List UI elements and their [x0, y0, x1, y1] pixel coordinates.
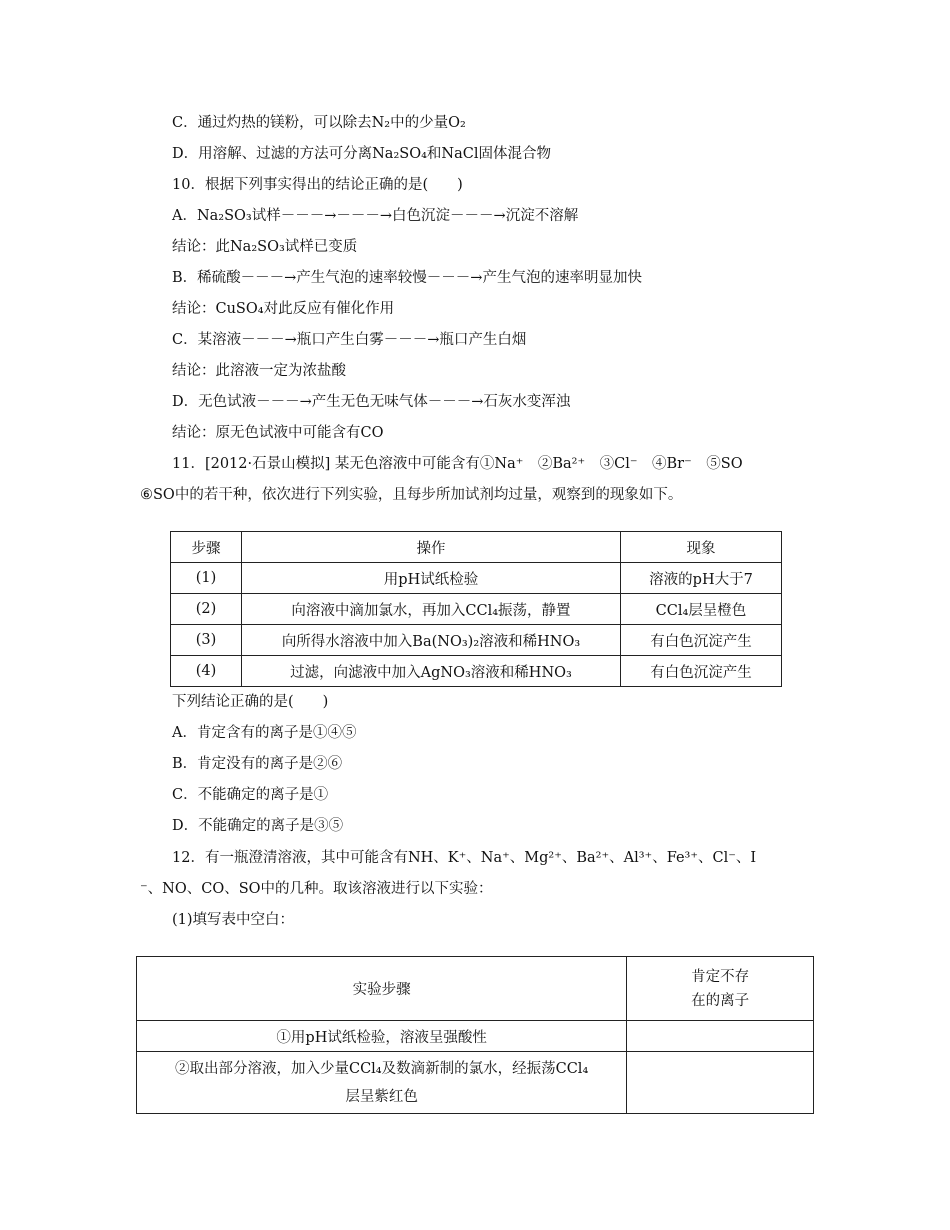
table-cell: 有白色沉淀产生 — [621, 656, 782, 687]
question-11-prompt: 下列结论正确的是( ) — [172, 694, 329, 710]
answer-blank-cell[interactable] — [627, 1021, 814, 1052]
table-cell: (2) — [171, 594, 242, 625]
table-cell: (1) — [171, 563, 242, 594]
table-header-step: 实验步骤 — [137, 957, 627, 1021]
conclusion-a-q10: 结论：此Na₂SO₃试样已变质 — [172, 239, 358, 255]
table-cell: (3) — [171, 625, 242, 656]
option-b-q11: B．肯定没有的离子是②⑥ — [172, 756, 343, 772]
question-11-stem-cont: ⑥SO中的若干种，依次进行下列实验，且每步所加试剂均过量，观察到的现象如下。 — [140, 487, 683, 503]
table-header-operation: 操作 — [242, 532, 621, 563]
experiment-table-q11 — [170, 531, 782, 687]
header-line: 在的离子 — [691, 992, 750, 1009]
question-12-stem-cont: ⁻、NO、CO、SO中的几种。取该溶液进行以下实验： — [140, 881, 493, 897]
table-row — [137, 1052, 814, 1114]
question-12-part1: (1)填写表中空白： — [172, 912, 295, 928]
table-cell: 向所得水溶液中加入Ba(NO₃)₂溶液和稀HNO₃ — [242, 625, 621, 656]
conclusion-c-q10: 结论：此溶液一定为浓盐酸 — [172, 363, 346, 379]
question-12-stem: 12．有一瓶澄清溶液，其中可能含有NH、K⁺、Na⁺、Mg²⁺、Ba²⁺、Al³⁺、Fe³⁺、Cl⁻、I — [172, 850, 757, 866]
table-cell: 过滤，向滤液中加入AgNO₃溶液和稀HNO₃ — [242, 656, 621, 687]
option-d-q11: D．不能确定的离子是③⑤ — [172, 818, 344, 834]
option-d-q10: D．无色试液－－－→产生无色无味气体－－－→石灰水变浑浊 — [172, 394, 571, 410]
option-a-q11: A．肯定含有的离子是①④⑤ — [172, 725, 357, 741]
experiment-table-q12 — [136, 956, 814, 1114]
option-c-q9: C．通过灼热的镁粉，可以除去N₂中的少量O₂ — [172, 115, 466, 131]
table-cell: CCl₄层呈橙色 — [621, 594, 782, 625]
option-a-q10: A．Na₂SO₃试样－－－→－－－→白色沉淀－－－→沉淀不溶解 — [172, 208, 579, 224]
cell-line: 层呈紫红色 — [345, 1088, 418, 1105]
table-cell: ①用pH试纸检验，溶液呈强酸性 — [137, 1021, 627, 1052]
table-cell: 用pH试纸检验 — [242, 563, 621, 594]
table-row — [171, 594, 782, 625]
table-row — [137, 1021, 814, 1052]
table-row — [171, 625, 782, 656]
table-header-absent-ions — [627, 957, 814, 1021]
table-row — [171, 656, 782, 687]
table-cell — [137, 1052, 627, 1114]
question-10-stem: 10．根据下列事实得出的结论正确的是( ) — [172, 177, 463, 193]
table-cell: 有白色沉淀产生 — [621, 625, 782, 656]
option-c-q11: C．不能确定的离子是① — [172, 787, 329, 803]
table-header-step: 步骤 — [171, 532, 242, 563]
table-row — [171, 563, 782, 594]
table-cell: 溶液的pH大于7 — [621, 563, 782, 594]
option-c-q10: C．某溶液－－－→瓶口产生白雾－－－→瓶口产生白烟 — [172, 332, 527, 348]
option-b-q10: B．稀硫酸－－－→产生气泡的速率较慢－－－→产生气泡的速率明显加快 — [172, 270, 642, 286]
conclusion-b-q10: 结论：CuSO₄对此反应有催化作用 — [172, 301, 395, 317]
table-cell: 向溶液中滴加氯水，再加入CCl₄振荡，静置 — [242, 594, 621, 625]
conclusion-d-q10: 结论：原无色试液中可能含有CO — [172, 425, 384, 441]
cell-line: ②取出部分溶液，加入少量CCl₄及数滴新制的氯水，经振荡CCl₄ — [174, 1060, 589, 1077]
question-11-stem: 11．[2012·石景山模拟] 某无色溶液中可能含有①Na⁺ ②Ba²⁺ ③Cl⁻ ④Br⁻ ⑤SO — [172, 456, 743, 472]
answer-blank-cell[interactable] — [627, 1052, 814, 1114]
header-line: 肯定不存 — [691, 968, 750, 985]
table-cell: (4) — [171, 656, 242, 687]
table-header-phenomenon: 现象 — [621, 532, 782, 563]
option-d-q9: D．用溶解、过滤的方法可分离Na₂SO₄和NaCl固体混合物 — [172, 146, 551, 162]
